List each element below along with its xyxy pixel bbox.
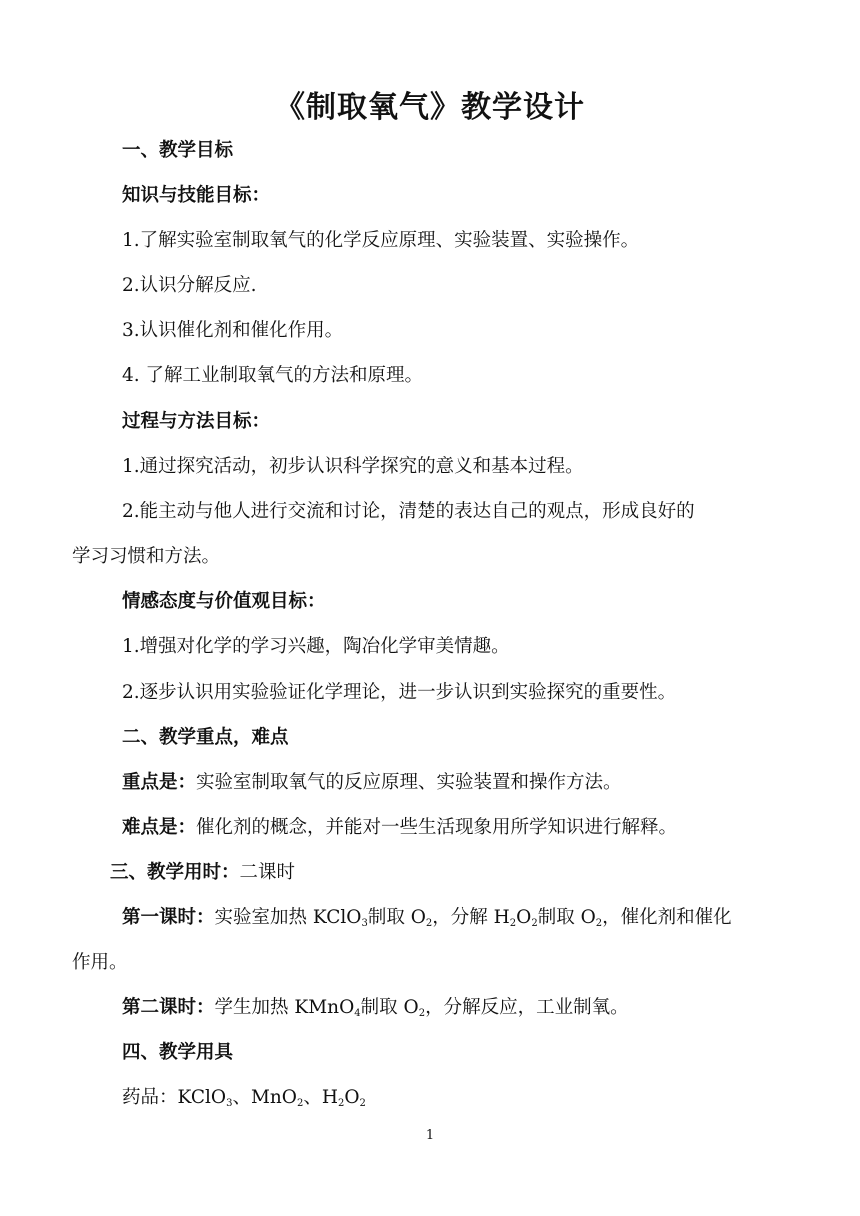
lesson-1-text: 实验室加热 KClO xyxy=(214,907,362,928)
knowledge-item-4: 4. 了解工业制取氧气的方法和原理。 xyxy=(122,365,424,386)
process-item-2-line-2: 学习习惯和方法。 xyxy=(72,546,221,567)
drugs-text: 、H xyxy=(303,1087,338,1108)
knowledge-item-3: 3.认识催化剂和催化作用。 xyxy=(122,320,344,341)
section-heading-time xyxy=(110,860,295,886)
subscript: 2 xyxy=(338,1098,345,1109)
subscript: 4 xyxy=(354,1008,361,1019)
subscript: 2 xyxy=(425,918,433,929)
emotion-item-2: 2.逐步认识用实验验证化学理论，进一步认识到实验探究的重要性。 xyxy=(122,682,677,703)
page-number: 1 xyxy=(425,1128,435,1143)
key-point-text: 实验室制取氧气的反应原理、实验装置和操作方法。 xyxy=(196,772,622,793)
lesson-1-text: ，分解 H xyxy=(432,907,510,928)
lesson-1-line-2: 作用。 xyxy=(72,952,128,973)
subscript: 2 xyxy=(359,1098,366,1109)
document-title: 《制取氧气》教学设计 xyxy=(275,90,585,125)
knowledge-skills-heading: 知识与技能目标： xyxy=(122,185,271,206)
lesson-1-line-1 xyxy=(122,905,732,937)
subscript: 3 xyxy=(361,918,368,929)
lesson-2-text: 学生加热 KMnO xyxy=(214,997,355,1018)
subscript: 2 xyxy=(509,918,517,929)
lesson-2-line xyxy=(122,995,629,1027)
lesson-1-text: O xyxy=(516,907,532,928)
section-heading-materials: 四、教学用具 xyxy=(122,1042,234,1063)
lesson-2-text: 制取 O xyxy=(360,997,419,1018)
knowledge-item-1: 1.了解实验室制取氧气的化学反应原理、实验装置、实验操作。 xyxy=(122,230,640,251)
drugs-text: 、MnO xyxy=(232,1087,297,1108)
subscript: 2 xyxy=(595,918,603,929)
drugs-line xyxy=(122,1085,366,1117)
lesson-2-label: 第二课时： xyxy=(122,997,215,1018)
emotion-item-1: 1.增强对化学的学习兴趣，陶冶化学审美情趣。 xyxy=(122,636,510,657)
key-point-line xyxy=(122,770,622,796)
lesson-2-text: ，分解反应，工业制氧。 xyxy=(425,997,629,1018)
emotion-values-heading: 情感态度与价值观目标： xyxy=(122,591,326,612)
section-heading-objectives: 一、教学目标 xyxy=(122,140,234,161)
key-point-label: 重点是： xyxy=(122,772,197,793)
difficult-point-label: 难点是： xyxy=(122,817,197,838)
time-heading-value: 二课时 xyxy=(239,862,296,883)
process-method-heading: 过程与方法目标： xyxy=(122,411,271,432)
difficult-point-text: 催化剂的概念，并能对一些生活现象用所学知识进行解释。 xyxy=(196,817,678,838)
subscript: 2 xyxy=(296,1098,304,1109)
drugs-text: O xyxy=(344,1087,360,1108)
knowledge-item-2: 2.认识分解反应. xyxy=(122,275,257,296)
subscript: 2 xyxy=(418,1008,426,1019)
subscript: 2 xyxy=(531,918,538,929)
difficult-point-line xyxy=(122,815,677,841)
lesson-1-label: 第一课时： xyxy=(122,907,215,928)
lesson-1-text: 制取 O xyxy=(367,907,426,928)
process-item-1: 1.通过探究活动，初步认识科学探究的意义和基本过程。 xyxy=(122,456,584,477)
subscript: 3 xyxy=(226,1098,233,1109)
section-heading-key-difficult: 二、教学重点，难点 xyxy=(122,727,289,748)
drugs-text: 药品：KClO xyxy=(122,1087,227,1108)
process-item-2-line-1: 2.能主动与他人进行交流和讨论，清楚的表达自己的观点，形成良好的 xyxy=(122,501,695,522)
lesson-1-text: ，催化剂和催化 xyxy=(602,907,732,928)
time-heading-label: 三、教学用时： xyxy=(110,862,240,883)
lesson-1-text: 制取 O xyxy=(537,907,596,928)
